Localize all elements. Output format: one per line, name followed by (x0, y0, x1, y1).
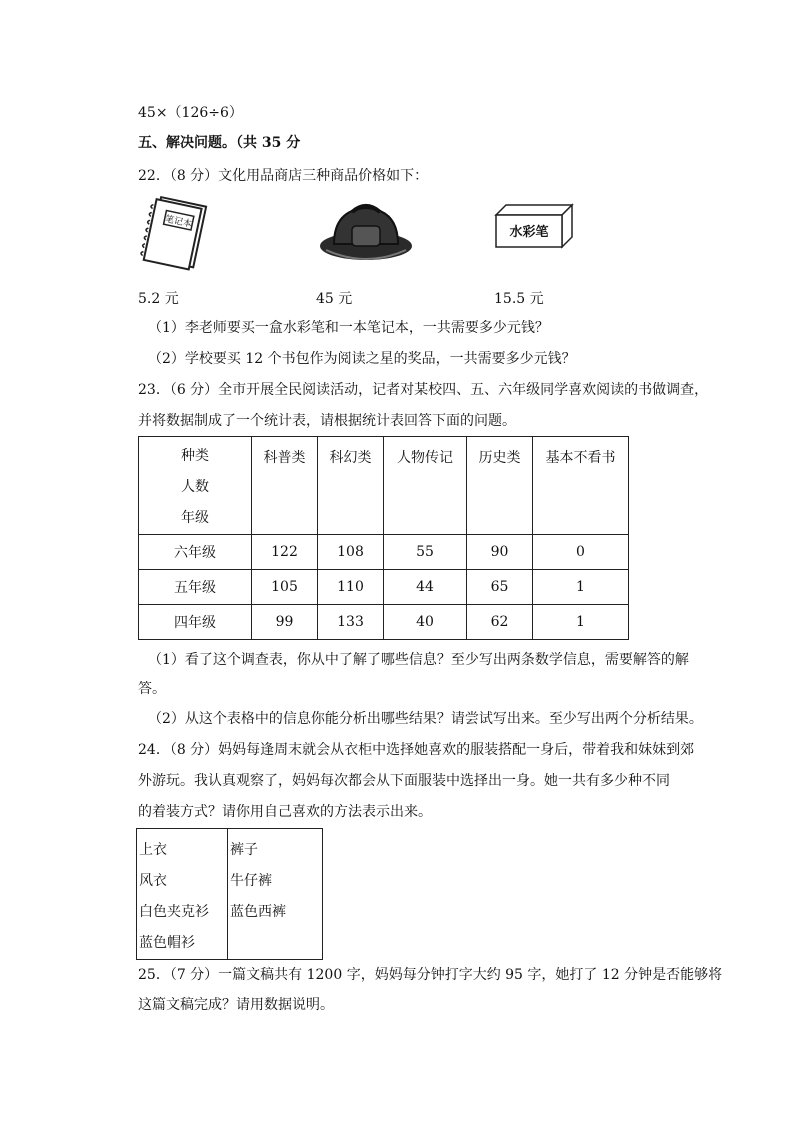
table-row (139, 570, 629, 605)
list-item: 蓝色帽衫 (139, 935, 195, 951)
list-item: 白色夹克衫 (139, 904, 209, 920)
question-25-line-1: 25．（7 分）一篇文稿共有 1200 字，妈妈每分钟打字大约 95 字，她打了 12 分钟是否能够将 (138, 967, 723, 983)
question-24-line-2: 外游玩。我认真观察了，妈妈每次都会从下面服装中选择出一身。她一共有多少种不同 (138, 773, 670, 789)
question-23-line-2: 并将数据制成了一个统计表，请根据统计表回答下面的问题。 (138, 413, 516, 429)
table-cell: 99 (252, 605, 318, 640)
question-23-part-2: （2）从这个表格中的信息你能分析出哪些结果？请尝试写出来。至少写出两个分析结果。 (148, 711, 703, 727)
question-22-part-2: （2）学校要买 12 个书包作为阅读之星的奖品，一共需要多少元钱？ (148, 351, 576, 367)
notebook-icon (140, 195, 212, 271)
table-cell: 44 (384, 570, 467, 605)
column-header: 历史类 (467, 437, 533, 535)
schoolbag-icon (316, 200, 416, 266)
question-24-line-3: 的着装方式？请你用自己喜欢的方法表示出来。 (138, 804, 432, 820)
expression-45x: 45×（126÷6） (138, 105, 243, 121)
table-cell: 108 (318, 535, 384, 570)
section-5-title: 五、解决问题。（共 35 分 (138, 135, 301, 151)
table-cell: 1 (533, 570, 629, 605)
table-cell: 110 (318, 570, 384, 605)
table-cell: 55 (384, 535, 467, 570)
question-23-part-1-line-1: （1）看了这个调查表，你从中了解了哪些信息？至少写出两条数学信息，需要解答的解 (148, 652, 689, 668)
table-cell: 40 (384, 605, 467, 640)
table-cell: 90 (467, 535, 533, 570)
column-header: 科普类 (252, 437, 318, 535)
list-item: 蓝色西裤 (230, 904, 286, 920)
list-item: 上衣 (139, 842, 167, 858)
row-grade: 六年级 (139, 535, 252, 570)
question-22-part-1: （1）李老师要买一盒水彩笔和一本笔记本，一共需要多少元钱？ (148, 320, 549, 336)
corner-label-type: 种类 (181, 448, 209, 464)
pens-price: 15.5 元 (494, 291, 544, 307)
column-header: 基本不看书 (533, 437, 629, 535)
table-row (139, 605, 629, 640)
table-cell: 62 (467, 605, 533, 640)
tops-column (137, 829, 228, 960)
table-corner-cell (139, 437, 252, 535)
table-cell: 65 (467, 570, 533, 605)
notebook-cover-label: 笔记本 (164, 214, 193, 230)
list-item: 风衣 (139, 873, 167, 889)
question-22-title: 22．（8 分）文化用品商店三种商品价格如下： (138, 168, 429, 184)
question-23-part-1-line-2: 答。 (138, 681, 166, 697)
table-cell: 105 (252, 570, 318, 605)
corner-label-grade: 年级 (181, 510, 209, 526)
notebook-price: 5.2 元 (138, 291, 179, 307)
column-header: 科幻类 (318, 437, 384, 535)
schoolbag-price: 45 元 (316, 291, 353, 307)
reading-survey-table (138, 436, 629, 640)
table-cell: 133 (318, 605, 384, 640)
clothing-options-table (136, 828, 323, 960)
question-23-line-1: 23．（6 分）全市开展全民阅读活动，记者对某校四、五、六年级同学喜欢阅读的书做调查， (138, 382, 709, 398)
table-row (139, 535, 629, 570)
table-cell: 1 (533, 605, 629, 640)
corner-label-count: 人数 (181, 479, 209, 495)
list-item: 裤子 (230, 842, 258, 858)
row-grade: 四年级 (139, 605, 252, 640)
row-grade: 五年级 (139, 570, 252, 605)
question-25-line-2: 这篇文稿完成？请用数据说明。 (138, 997, 334, 1013)
question-24-line-1: 24．（8 分）妈妈每逢周末就会从衣柜中选择她喜欢的服装搭配一身后，带着我和妹妹到郊 (138, 742, 695, 758)
bottoms-column (228, 829, 323, 960)
table-cell: 0 (533, 535, 629, 570)
watercolor-pen-box-icon (494, 203, 574, 249)
table-header-row (139, 437, 629, 535)
pen-box-label: 水彩笔 (509, 225, 549, 240)
table-cell: 122 (252, 535, 318, 570)
list-item: 牛仔裤 (230, 873, 272, 889)
column-header: 人物传记 (384, 437, 467, 535)
